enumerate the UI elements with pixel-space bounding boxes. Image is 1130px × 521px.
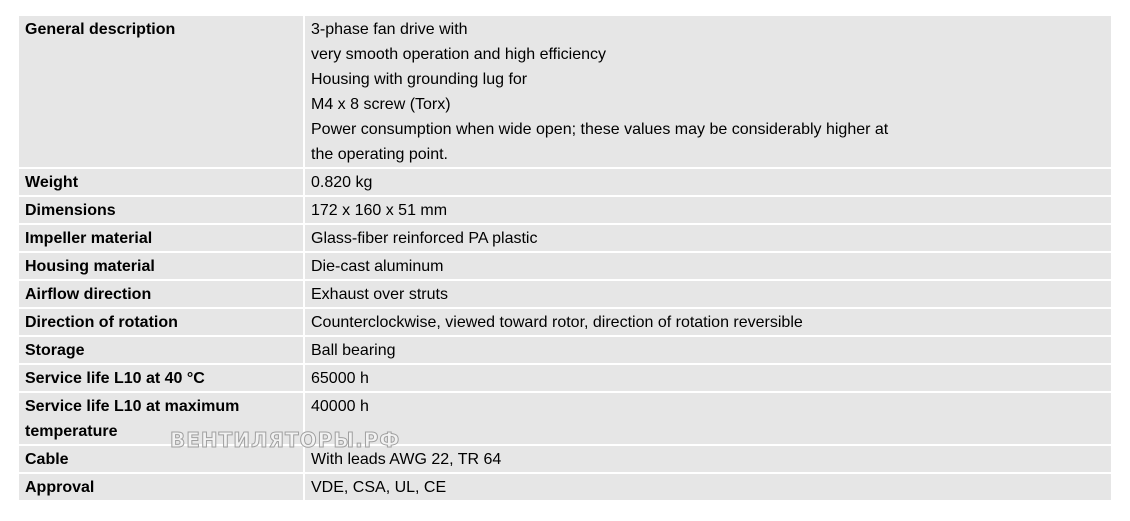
table-row <box>18 168 1112 196</box>
spec-value: VDE, CSA, UL, CE <box>304 473 1112 501</box>
spec-label-line: Service life L10 at maximum <box>25 398 240 415</box>
spec-label-line: temperature <box>25 423 118 440</box>
table-row <box>18 336 1112 364</box>
table-row <box>18 364 1112 392</box>
spec-label: Storage <box>18 336 304 364</box>
spec-value-line: 3-phase fan drive with <box>311 21 468 38</box>
spec-value: Exhaust over struts <box>304 280 1112 308</box>
spec-value: 172 x 160 x 51 mm <box>304 196 1112 224</box>
spec-value-line: Housing with grounding lug for <box>311 71 528 88</box>
spec-value-line: M4 x 8 screw (Torx) <box>311 96 451 113</box>
spec-label: Service life L10 at 40 °C <box>18 364 304 392</box>
spec-value: With leads AWG 22, TR 64 <box>304 445 1112 473</box>
spec-value: Counterclockwise, viewed toward rotor, direction of rotation reversible <box>304 308 1112 336</box>
spec-label: Direction of rotation <box>18 308 304 336</box>
spec-table <box>17 14 1113 502</box>
table-row <box>18 392 1112 445</box>
spec-label: Impeller material <box>18 224 304 252</box>
spec-value: Die-cast aluminum <box>304 252 1112 280</box>
spec-value-line: the operating point. <box>311 146 448 163</box>
table-row <box>18 15 1112 168</box>
spec-label: General description <box>18 15 304 168</box>
table-row <box>18 224 1112 252</box>
table-row <box>18 252 1112 280</box>
spec-value: 65000 h <box>304 364 1112 392</box>
table-row <box>18 196 1112 224</box>
spec-label: Housing material <box>18 252 304 280</box>
spec-value <box>304 15 1112 168</box>
spec-value: Ball bearing <box>304 336 1112 364</box>
spec-label: Weight <box>18 168 304 196</box>
table-row <box>18 308 1112 336</box>
table-row <box>18 473 1112 501</box>
spec-label: Dimensions <box>18 196 304 224</box>
table-row <box>18 445 1112 473</box>
spec-value: 0.820 kg <box>304 168 1112 196</box>
spec-value-line: Power consumption when wide open; these values may be considerably higher at <box>311 121 889 138</box>
watermark: ВЕНТИЛЯТОРЫ.РФ <box>170 428 401 452</box>
table-row <box>18 280 1112 308</box>
spec-value: 40000 h <box>304 392 1112 445</box>
spec-label: Cable <box>18 445 304 473</box>
spec-value-line: very smooth operation and high efficiency <box>311 46 606 63</box>
spec-value: Glass-fiber reinforced PA plastic <box>304 224 1112 252</box>
spec-label: Airflow direction <box>18 280 304 308</box>
spec-label <box>18 392 304 445</box>
spec-label: Approval <box>18 473 304 501</box>
